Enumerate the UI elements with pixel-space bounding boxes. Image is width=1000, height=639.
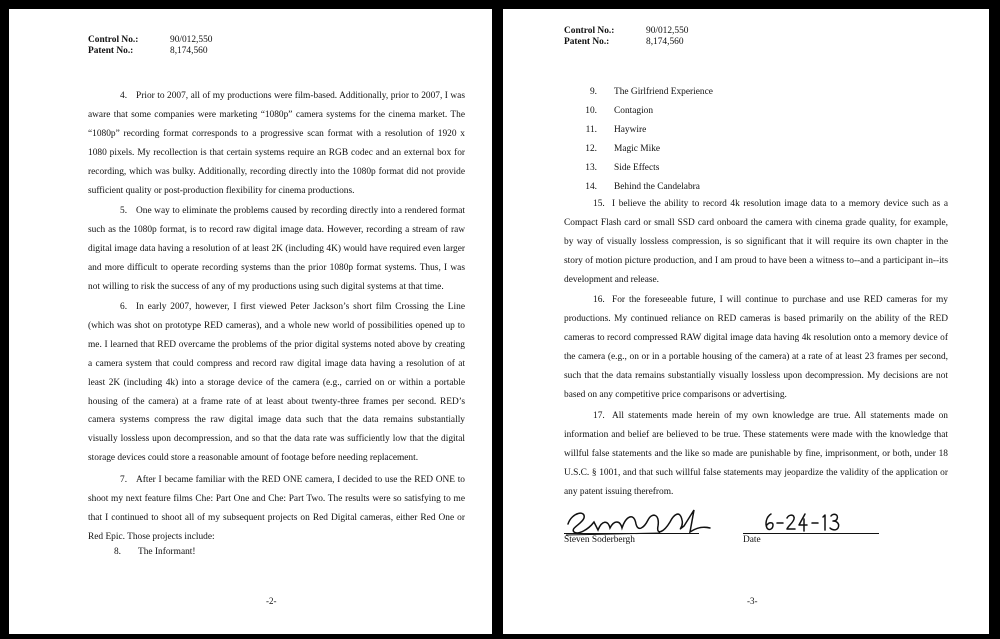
paragraph-number: 6. <box>120 302 128 312</box>
list-item-number: 9. <box>589 87 597 97</box>
signature-line <box>564 533 699 534</box>
patent-no-label: Patent No.: <box>88 46 134 56</box>
list-item-title: Contagion <box>614 106 654 116</box>
list-item-number: 12. <box>585 144 597 154</box>
paragraph-17 <box>564 407 948 502</box>
list-item-title: Magic Mike <box>614 144 661 154</box>
patent-no-value: 8,174,560 <box>646 37 684 47</box>
list-item-title: The Informant! <box>138 547 196 557</box>
paragraph-15 <box>564 195 948 290</box>
control-no-value: 90/012,550 <box>170 35 213 45</box>
paragraph-number: 4. <box>120 91 128 101</box>
page-number: -2- <box>266 596 277 606</box>
control-no-value: 90/012,550 <box>646 26 689 36</box>
paragraph-number: 16. <box>593 295 605 305</box>
paragraph-number: 15. <box>593 199 605 209</box>
list-item-number: 14. <box>585 182 597 192</box>
paragraph-16 <box>564 291 948 404</box>
paragraph-number: 17. <box>593 411 605 421</box>
list-item-number: 11. <box>585 125 597 135</box>
control-no-label: Control No.: <box>88 35 139 45</box>
list-item-title: Haywire <box>614 125 647 135</box>
list-item-number: 13. <box>585 163 597 173</box>
paragraph-text: For the foreseeable future, I will continue to purchase and use RED cameras for my productions. My continued reliance on RED cameras is based primarily on the ability of the RED cameras to record compressed RAW digital image data having 4k resolution onto a memory device of the camera (e.g., on or in a portable housing of the camera) at a rate of at least 23 frames per second, such that the data remains substantially visually lossless upon decompression. My decisions are not based on any competitive price comparisons or advertising. <box>564 295 948 400</box>
list-item-number: 8. <box>113 547 121 557</box>
paragraph-text: One way to eliminate the problems caused by recording directly into a rendered format such as the 1080p format, is to record raw digital image data. However, recording a stream of raw digital image data having a resolution of at least 2K (including 4K) would have required even larger and more difficult to operate recording systems than the prior 1080p format systems. Thus, I was not willing to risk the success of any of my productions using such digital systems at that time. <box>88 206 465 292</box>
list-item-number: 10. <box>585 106 597 116</box>
page-2 <box>9 9 492 634</box>
patent-no-label: Patent No.: <box>564 37 610 47</box>
page-3 <box>503 9 989 634</box>
paragraph-7 <box>88 471 465 547</box>
control-no-label: Control No.: <box>564 26 615 36</box>
paragraph-6 <box>88 298 465 468</box>
page-number: -3- <box>747 596 758 606</box>
handwritten-date <box>762 511 848 533</box>
page-header <box>564 26 864 47</box>
paragraph-number: 5. <box>120 206 128 216</box>
paragraph-text: I believe the ability to record 4k resolution image data to a memory device such as a Compact Flash card or small SSD card onboard the camera with cinema grade quality, for example, by way of visually lossless compression, is so significant that it will require its own chapter in the story of motion picture production, and I am proud to have been a witness to--and a participant in--its development and release. <box>564 199 948 285</box>
page-header <box>88 35 388 59</box>
list-item-title: The Girlfriend Experience <box>614 87 713 97</box>
paragraph-number: 7. <box>120 475 128 485</box>
paragraph-4 <box>88 87 465 200</box>
paragraph-5 <box>88 202 465 297</box>
patent-no-value: 8,174,560 <box>170 46 208 56</box>
signer-name: Steven Soderbergh <box>564 535 635 545</box>
list-item-title: Side Effects <box>614 163 660 173</box>
paragraph-text: After I became familiar with the RED ONE camera, I decided to use the RED ONE to shoot my next feature films Che: Part One and Che: Part Two. The results were so satisfying to me that I continued to shoot all of my subsequent projects on Red Digital cameras, either Red One or Red Epic. Those projects include: <box>88 475 465 542</box>
paragraph-text: Prior to 2007, all of my productions were film-based. Additionally, prior to 2007, I was aware that some companies were marketing “1080p” camera systems for the cinema market. The “1080p” recording format corresponds to a progressive scan format with a resolution of 1920 x 1080 pixels. My recollection is that certain systems require an RGB codec and an external box for recording, which was bulky. Additionally, recording directly into the 1080p format did not provide sufficient quality or post-production flexibility for cinema productions. <box>88 91 465 196</box>
date-line <box>743 533 879 534</box>
date-label: Date <box>743 535 761 545</box>
paragraph-text: All statements made herein of my own knowledge are true. All statements made on information and belief are believed to be true. These statements were made with the knowledge that willful false statements and the like so made are punishable by fine, imprisonment, or both, under 18 U.S.C. § 1001, and that such willful false statements may jeopardize the validity of the application or any patent issuing therefrom. <box>564 411 948 497</box>
paragraph-text: In early 2007, however, I first viewed Peter Jackson’s short film Crossing the Line (which was shot on prototype RED cameras), and a whole new world of possibilities opened up to me. I learned that RED overcame the problems of the prior digital systems noted above by creating a camera system that could compress and record raw digital image data having a resolution of at least 2K (including 4k) into a storage device of the camera (e.g., carried on or within a portable housing of the camera) at a frame rate of at least about twenty-three frames per second. RED’s camera systems compress the raw digital image data such that the data remains substantially visually lossless upon decompression, and so that the data rate was sufficiently low that the digital storage devices could store a reasonable amount of footage before needing replacement. <box>88 302 465 464</box>
header-clip <box>503 9 989 47</box>
list-item-title: Behind the Candelabra <box>614 182 700 192</box>
